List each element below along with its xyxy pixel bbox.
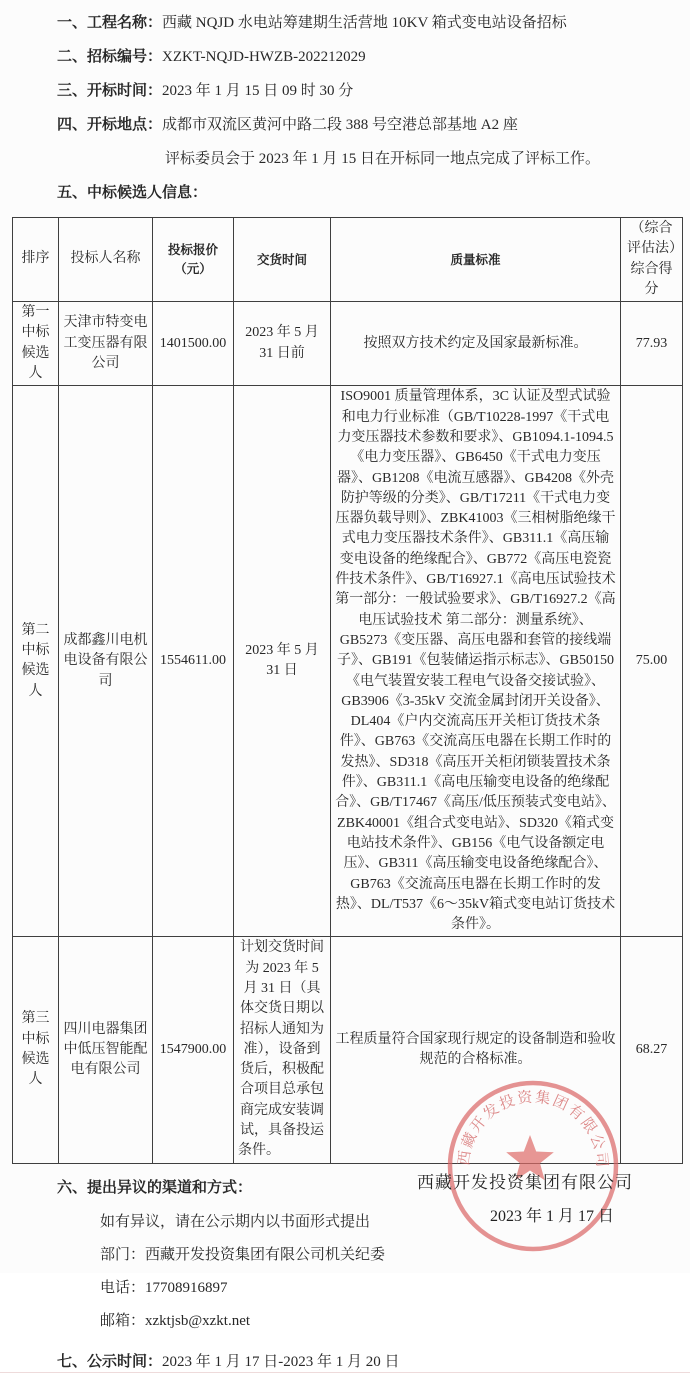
item-number: 四、	[57, 117, 88, 133]
price-cell: 1401500.00	[153, 302, 234, 386]
signature-date: 2023 年 1 月 17 日	[490, 1208, 615, 1225]
tender-number-value: XZKT-NQJD-HWZB-202212029	[162, 49, 366, 65]
rank-cell: 第一中标候选人	[13, 302, 59, 386]
item-number: 五、	[57, 185, 88, 201]
objection-email: 邮箱：xzktjsb@xzkt.net	[100, 1312, 251, 1329]
quality-cell: 按照双方技术约定及国家最新标准。	[331, 302, 621, 386]
item-label: 提出异议的渠道和方式：	[87, 1179, 253, 1196]
item-number: 三、	[57, 83, 88, 99]
item-candidates-heading	[57, 183, 676, 204]
bidder-cell: 天津市特变电工变压器有限公司	[59, 302, 153, 386]
score-cell: 68.27	[621, 937, 683, 1163]
rank-cell: 第三中标候选人	[13, 937, 59, 1163]
seal-arc-text: 西藏开发投资集团有限公司	[456, 1089, 610, 1170]
bid-candidates-table	[12, 217, 683, 1164]
top-info-list	[0, 0, 690, 204]
evaluation-note: 评标委员会于 2023 年 1 月 15 日在开标同一地点完成了评标工作。	[165, 151, 601, 167]
item-label: 工程名称：	[87, 15, 163, 31]
rank-cell: 第二中标候选人	[13, 386, 59, 937]
col-header-quality: 质量标准	[331, 218, 621, 302]
item-number: 七、	[57, 1353, 88, 1370]
table-header-row	[13, 218, 683, 302]
objection-department: 部门：西藏开发投资集团有限公司机关纪委	[100, 1246, 386, 1263]
item-label: 公示时间：	[87, 1353, 163, 1370]
item-bid-opening-place	[57, 115, 676, 136]
bid-opening-time-value: 2023 年 1 月 15 日 09 时 30 分	[162, 83, 354, 99]
delivery-cell: 2023 年 5 月 31 日前	[234, 302, 331, 386]
quality-cell: ISO9001 质量管理体系，3C 认证及型式试验和电力行业标准（GB/T10228-1997《干式电力变压器技术参数和要求》、GB1094.1-1094.5《电力变压器》、GB6450《干式电力变压器》、GB1208《电流互感器》、GB4208《外壳防护等级的分类》、GB/T17211《干式电力变压器负载导则》、ZBK41003《三相树脂绝缘干式电力变压器技术条件》、GB311.1《高压输变电设备的绝缘配合》、GB772《高压电瓷瓷件技术条件》、GB/T16927.1《高电压试验技术 第一部分：一般试验要求》、GB/T16927.2《高电压试验技术 第二部分：测量系统》、GB5273《变压器、高压电器和套管的接线端子》、GB191《包装储运指示标志》、GB50150《电气装置安装工程电气设备交接试验》、GB3906《3-35kV 交流金属封闭开关设备》、DL404《户内交流高压开关柜订货技术条件》、GB763《交流高压电器在长期工作时的发热》、SD318《高压开关柜闭锁装置技术条件》、GB311.1《高电压输变电设备的绝缘配合》、GB/T17467《高压/低压预装式变电站》、ZBK40001《组合式变电站》、SD320《箱式变电站技术条件》、GB156《电气设备额定电压》、GB311《高压输变电设备绝缘配合》、GB763《交流高压电器在长期工作时的发热》、DL/T537《6～35kV箱式变电站订货技术条件》。	[331, 386, 621, 937]
objection-instruction: 如有异议，请在公示期内以书面形式提出	[100, 1213, 371, 1230]
col-header-bidder: 投标人名称	[59, 218, 153, 302]
score-cell: 77.93	[621, 302, 683, 386]
objection-phone: 电话：17708916897	[100, 1279, 228, 1296]
publicity-period-value: 2023 年 1 月 17 日-2023 年 1 月 20 日	[162, 1353, 400, 1370]
quality-cell: 工程质量符合国家现行规定的设备制造和验收规范的合格标准。	[331, 937, 621, 1163]
table-row-second-candidate	[13, 386, 683, 937]
bidder-cell: 成都鑫川电机电设备有限公司	[59, 386, 153, 937]
delivery-cell: 计划交货时间为 2023 年 5 月 31 日（具体交货日期以招标人通知为准），设备到货后，积极配合项目总承包商完成安装调试，具备投运条件。	[234, 937, 331, 1163]
item-label: 招标编号：	[87, 49, 163, 65]
item-label: 中标候选人信息：	[87, 185, 208, 201]
section-publicity-period	[57, 1352, 676, 1372]
bid-opening-place-value: 成都市双流区黄河中路二段 388 号空港总部基地 A2 座	[162, 117, 518, 133]
table-row-first-candidate	[13, 302, 683, 386]
item-number: 二、	[57, 49, 88, 65]
official-seal-stamp-icon	[443, 1076, 623, 1256]
bidder-cell: 四川电器集团中低压智能配电有限公司	[59, 937, 153, 1163]
col-header-delivery: 交货时间	[234, 218, 331, 302]
delivery-cell: 2023 年 5 月 31 日	[234, 386, 331, 937]
price-cell: 1554611.00	[153, 386, 234, 937]
score-cell: 75.00	[621, 386, 683, 937]
item-project-name	[57, 13, 676, 34]
col-header-score: （综合评估法）综合得分	[621, 218, 683, 302]
item-label: 开标地点：	[87, 117, 163, 133]
item-number: 六、	[57, 1179, 88, 1196]
col-header-rank: 排序	[13, 218, 59, 302]
price-cell: 1547900.00	[153, 937, 234, 1163]
signature-company: 西藏开发投资集团有限公司	[417, 1173, 633, 1192]
item-tender-number	[57, 47, 676, 68]
project-name-value: 西藏 NQJD 水电站筹建期生活营地 10KV 箱式变电站设备招标	[162, 15, 567, 31]
item-number: 一、	[57, 15, 88, 31]
item-label: 开标时间：	[87, 83, 163, 99]
item-bid-opening-time	[57, 81, 676, 102]
col-header-price: 投标报价（元）	[153, 218, 234, 302]
